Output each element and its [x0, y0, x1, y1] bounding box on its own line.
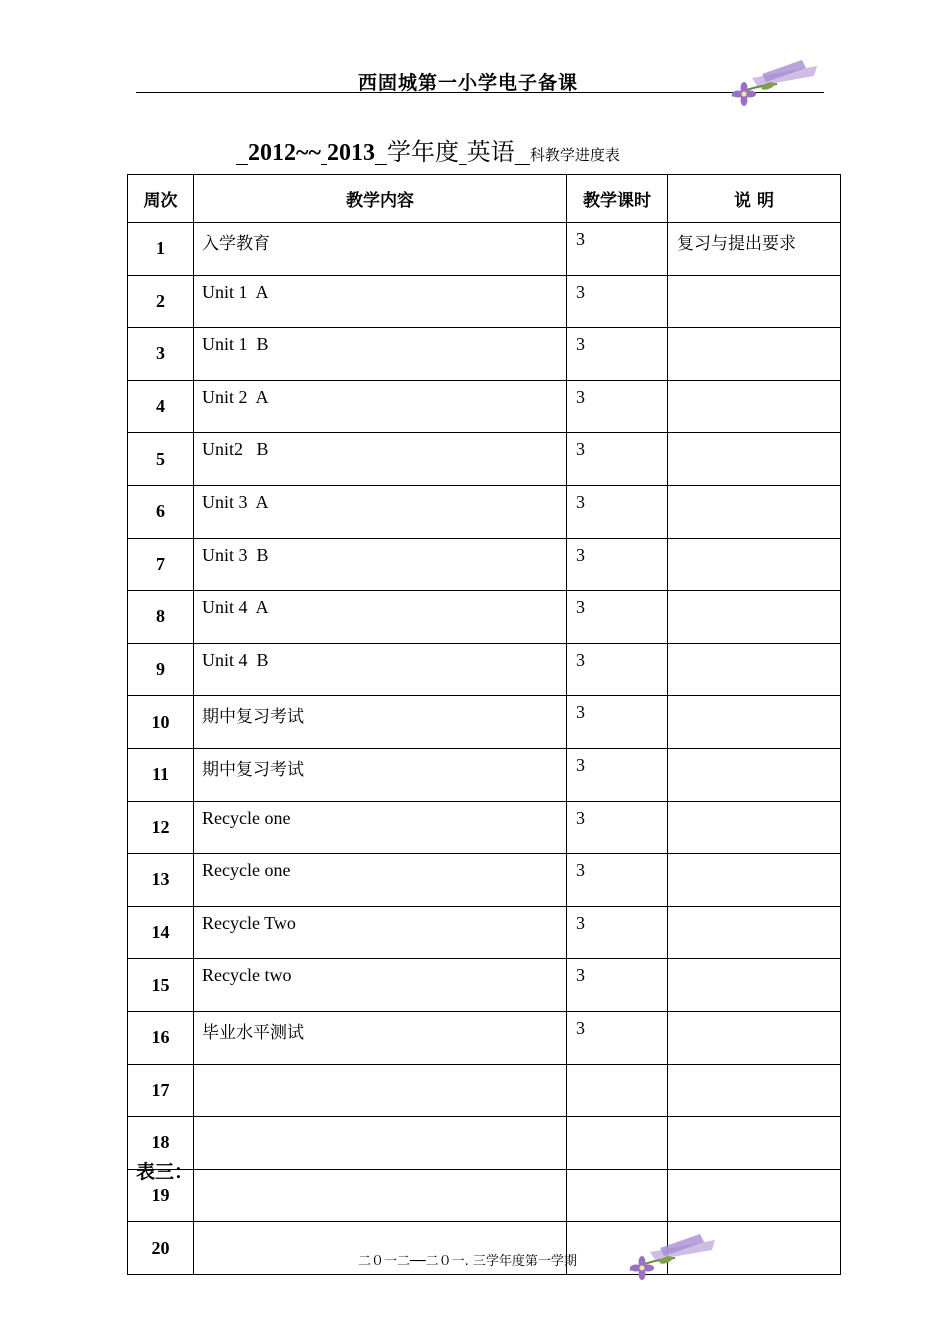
content-cell	[194, 1064, 567, 1117]
note-cell	[668, 854, 841, 907]
hours-cell: 3	[567, 223, 668, 276]
content-cell: Unit 3 B	[194, 538, 567, 591]
table-row	[128, 906, 841, 959]
header-content: 教学内容	[194, 175, 567, 223]
flower-icon	[722, 56, 822, 106]
content-cell: Unit 1 A	[194, 275, 567, 328]
table-row	[128, 748, 841, 801]
table-row	[128, 643, 841, 696]
week-cell: 18	[128, 1117, 194, 1170]
content-cell: Recycle two	[194, 959, 567, 1012]
note-cell	[668, 485, 841, 538]
table-row	[128, 959, 841, 1012]
week-cell: 20	[128, 1222, 194, 1275]
week-cell: 4	[128, 380, 194, 433]
hours-cell: 3	[567, 433, 668, 486]
table-row	[128, 1117, 841, 1170]
school-header-title: 西固城第一小学电子备课	[358, 72, 579, 94]
week-cell: 1	[128, 223, 194, 276]
table-row	[128, 328, 841, 381]
week-cell: 16	[128, 1011, 194, 1064]
year-start: 2012	[248, 140, 296, 166]
hours-cell: 3	[567, 275, 668, 328]
document-title	[236, 132, 620, 166]
note-cell	[668, 1117, 841, 1170]
hours-cell: 3	[567, 906, 668, 959]
week-cell: 19	[128, 1169, 194, 1222]
note-cell	[668, 1064, 841, 1117]
note-cell	[668, 591, 841, 644]
header-notes: 说 明	[668, 175, 841, 223]
hours-cell: 3	[567, 643, 668, 696]
week-cell: 7	[128, 538, 194, 591]
content-cell: Unit 4 B	[194, 643, 567, 696]
note-cell	[668, 959, 841, 1012]
note-cell	[668, 1169, 841, 1222]
content-cell: Recycle one	[194, 854, 567, 907]
table-row	[128, 1064, 841, 1117]
note-cell	[668, 328, 841, 381]
year-end: 2013	[326, 140, 375, 166]
week-cell: 2	[128, 275, 194, 328]
content-cell: Unit 2 A	[194, 380, 567, 433]
hours-cell	[567, 1064, 668, 1117]
hours-cell: 3	[567, 1011, 668, 1064]
table-row	[128, 854, 841, 907]
school-year-label: 学年度	[386, 138, 459, 166]
table-row	[128, 1169, 841, 1222]
note-cell	[668, 906, 841, 959]
hours-cell: 3	[567, 854, 668, 907]
header-hours: 教学课时	[567, 175, 668, 223]
content-cell: 期中复习考试	[194, 696, 567, 749]
hours-cell: 3	[567, 380, 668, 433]
flower-icon	[620, 1230, 720, 1280]
hours-cell: 3	[567, 328, 668, 381]
week-cell: 14	[128, 906, 194, 959]
table-row	[128, 485, 841, 538]
table-row	[128, 1011, 841, 1064]
hours-cell: 3	[567, 801, 668, 854]
hours-cell: 3	[567, 748, 668, 801]
note-cell	[668, 801, 841, 854]
content-cell: Recycle Two	[194, 906, 567, 959]
year-separator: ~~	[296, 140, 321, 166]
content-cell: Unit2 B	[194, 433, 567, 486]
page-footer: 二０一二──二０一. 三学年度第一学期	[358, 1254, 577, 1269]
note-cell	[668, 433, 841, 486]
week-cell: 17	[128, 1064, 194, 1117]
note-cell	[668, 380, 841, 433]
header-week: 周次	[128, 175, 194, 223]
content-cell: Recycle one	[194, 801, 567, 854]
hours-cell: 3	[567, 696, 668, 749]
content-cell: Unit 4 A	[194, 591, 567, 644]
title-suffix: 科教学进度表	[529, 146, 620, 164]
table-row	[128, 223, 841, 276]
week-cell: 5	[128, 433, 194, 486]
table-row	[128, 801, 841, 854]
week-cell: 8	[128, 591, 194, 644]
note-cell: 复习与提出要求	[668, 223, 841, 276]
table-row	[128, 591, 841, 644]
content-cell	[194, 1117, 567, 1170]
note-cell	[668, 643, 841, 696]
table-row	[128, 433, 841, 486]
table-caption: 表三：	[136, 1161, 194, 1183]
week-cell: 12	[128, 801, 194, 854]
content-cell: 入学教育	[194, 223, 567, 276]
table-row	[128, 275, 841, 328]
hours-cell	[567, 1169, 668, 1222]
table-row	[128, 696, 841, 749]
week-cell: 11	[128, 748, 194, 801]
hours-cell: 3	[567, 538, 668, 591]
week-cell: 6	[128, 485, 194, 538]
header-divider	[136, 92, 824, 93]
week-cell: 10	[128, 696, 194, 749]
table-header-row	[128, 175, 841, 223]
week-cell: 13	[128, 854, 194, 907]
hours-cell: 3	[567, 959, 668, 1012]
note-cell	[668, 748, 841, 801]
note-cell	[668, 275, 841, 328]
subject-name: 英语	[466, 138, 515, 166]
content-cell: Unit 3 A	[194, 485, 567, 538]
content-cell: Unit 1 B	[194, 328, 567, 381]
content-cell: 期中复习考试	[194, 748, 567, 801]
page-header	[136, 60, 824, 94]
hours-cell: 3	[567, 485, 668, 538]
hours-cell	[567, 1117, 668, 1170]
week-cell: 15	[128, 959, 194, 1012]
table-row	[128, 538, 841, 591]
note-cell	[668, 538, 841, 591]
week-cell: 9	[128, 643, 194, 696]
teaching-schedule-table	[127, 174, 841, 1275]
note-cell	[668, 1011, 841, 1064]
content-cell: 毕业水平测试	[194, 1011, 567, 1064]
table-row	[128, 380, 841, 433]
hours-cell: 3	[567, 591, 668, 644]
table-body	[128, 223, 841, 1275]
note-cell	[668, 696, 841, 749]
content-cell	[194, 1169, 567, 1222]
week-cell: 3	[128, 328, 194, 381]
